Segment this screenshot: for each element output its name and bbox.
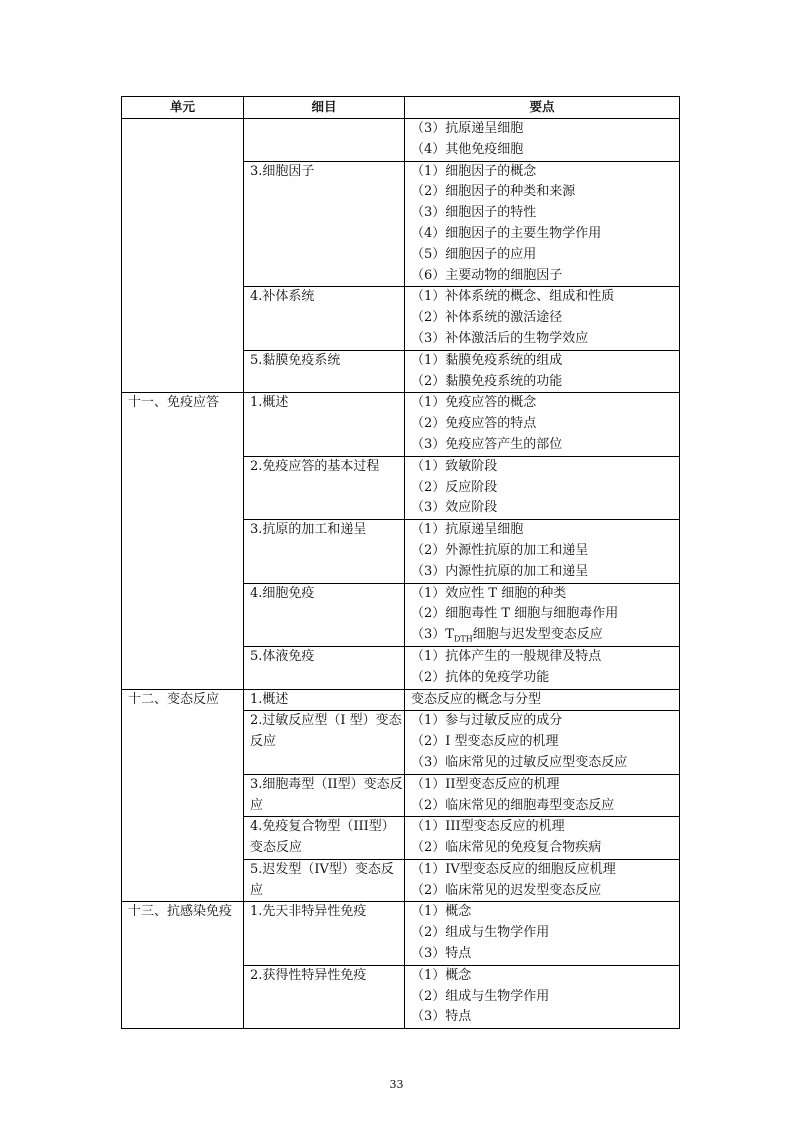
point-item: （2）免疫应答的特点 bbox=[411, 416, 537, 432]
unit-cell bbox=[122, 520, 244, 583]
detail-cell: 5.黏膜免疫系统 bbox=[244, 350, 405, 393]
table-row bbox=[122, 161, 680, 287]
points-cell bbox=[405, 774, 680, 817]
point-subscript: DTH bbox=[453, 634, 473, 644]
detail-cell: 2.免疫应答的基本过程 bbox=[244, 456, 405, 519]
point-item: （3）细胞因子的特性 bbox=[411, 205, 537, 221]
point-item: （3）特点 bbox=[411, 1009, 472, 1025]
header-unit: 单元 bbox=[122, 97, 244, 119]
points-cell bbox=[405, 859, 680, 902]
table-row bbox=[122, 689, 680, 711]
point-item: （2）临床常见的细胞毒型变态反应 bbox=[411, 797, 615, 813]
point-prefix: （3）T bbox=[411, 627, 454, 643]
detail-cell bbox=[244, 119, 405, 162]
point-item: （3）补体激活后的生物学效应 bbox=[411, 330, 589, 346]
table-body bbox=[122, 119, 680, 1029]
table-row bbox=[122, 774, 680, 817]
table-row bbox=[122, 287, 680, 350]
table-row bbox=[122, 583, 680, 646]
point-item: （1）III型变态反应的机理 bbox=[411, 819, 565, 835]
table-row bbox=[122, 456, 680, 519]
unit-cell bbox=[122, 350, 244, 393]
point-item: （2）细胞毒性 T 细胞与细胞毒作用 bbox=[411, 606, 619, 622]
point-item: （4）细胞因子的主要生物学作用 bbox=[411, 225, 602, 241]
points-cell bbox=[405, 902, 680, 965]
point-item: （2）组成与生物学作用 bbox=[411, 925, 550, 941]
table-row bbox=[122, 902, 680, 965]
unit-cell bbox=[122, 774, 244, 817]
point-item: （3）效应阶段 bbox=[411, 500, 498, 516]
detail-cell: 1.先天非特异性免疫 bbox=[244, 902, 405, 965]
table-row bbox=[122, 520, 680, 583]
point-item: （3）特点 bbox=[411, 946, 472, 962]
detail-cell: 1.概述 bbox=[244, 689, 405, 711]
points-cell bbox=[405, 711, 680, 774]
point-item: （1）参与过敏反应的成分 bbox=[411, 713, 563, 729]
point-item: （1）效应性 T 细胞的种类 bbox=[411, 585, 567, 601]
point-item: （3）免疫应答产生的部位 bbox=[411, 436, 563, 452]
unit-cell bbox=[122, 817, 244, 860]
detail-cell: 3.细胞毒型（II型）变态反应 bbox=[244, 774, 405, 817]
point-item: （2）细胞因子的种类和来源 bbox=[411, 184, 576, 200]
detail-cell: 4.补体系统 bbox=[244, 287, 405, 350]
point-item: （3）临床常见的过敏反应型变态反应 bbox=[411, 754, 628, 770]
unit-cell bbox=[122, 287, 244, 350]
table-row bbox=[122, 119, 680, 162]
page-number: 33 bbox=[389, 1078, 404, 1091]
point-item: （4）其他免疫细胞 bbox=[411, 141, 524, 157]
table-row bbox=[122, 859, 680, 902]
point-item: （1）概念 bbox=[411, 904, 472, 920]
point-item: （2）组成与生物学作用 bbox=[411, 988, 550, 1004]
points-cell bbox=[405, 393, 680, 456]
points-cell bbox=[405, 817, 680, 860]
points-cell bbox=[405, 965, 680, 1028]
point-item: （1）黏膜免疫系统的组成 bbox=[411, 352, 563, 368]
point-item: （2）临床常见的免疫复合物疾病 bbox=[411, 840, 602, 856]
point-item: （1）致敏阶段 bbox=[411, 458, 498, 474]
unit-cell: 十一、免疫应答 bbox=[122, 393, 244, 456]
table-row bbox=[122, 350, 680, 393]
point-item: （3）抗原递呈细胞 bbox=[411, 121, 524, 136]
points-cell bbox=[405, 646, 680, 689]
unit-cell bbox=[122, 161, 244, 287]
points-cell bbox=[405, 689, 680, 711]
unit-cell bbox=[122, 711, 244, 774]
points-cell bbox=[405, 287, 680, 350]
point-item: （2）反应阶段 bbox=[411, 479, 498, 495]
point-suffix: 细胞与迟发型变态反应 bbox=[472, 627, 603, 643]
point-item: （1）抗体产生的一般规律及特点 bbox=[411, 648, 602, 664]
point-item: （2）黏膜免疫系统的功能 bbox=[411, 373, 563, 389]
point-item bbox=[411, 625, 679, 646]
points-cell bbox=[405, 119, 680, 162]
unit-cell bbox=[122, 456, 244, 519]
points-cell bbox=[405, 161, 680, 287]
point-item: （1）细胞因子的概念 bbox=[411, 163, 537, 179]
detail-cell: 3.抗原的加工和递呈 bbox=[244, 520, 405, 583]
detail-cell: 4.免疫复合物型（III型）变态反应 bbox=[244, 817, 405, 860]
point-item: （1）II型变态反应的机理 bbox=[411, 776, 560, 792]
unit-cell: 十二、变态反应 bbox=[122, 689, 244, 711]
syllabus-table bbox=[121, 96, 680, 1029]
table-row bbox=[122, 817, 680, 860]
points-cell bbox=[405, 520, 680, 583]
header-row bbox=[122, 97, 680, 119]
detail-cell: 2.获得性特异性免疫 bbox=[244, 965, 405, 1028]
point-item: （2）临床常见的迟发型变态反应 bbox=[411, 882, 602, 898]
unit-cell bbox=[122, 859, 244, 902]
unit-cell bbox=[122, 646, 244, 689]
point-item: （2）I 型变态反应的机理 bbox=[411, 734, 559, 750]
detail-cell: 1.概述 bbox=[244, 393, 405, 456]
detail-cell: 2.过敏反应型（I 型）变态反应 bbox=[244, 711, 405, 774]
table-row bbox=[122, 711, 680, 774]
detail-cell: 4.细胞免疫 bbox=[244, 583, 405, 646]
unit-cell bbox=[122, 119, 244, 162]
unit-cell bbox=[122, 583, 244, 646]
table-row bbox=[122, 646, 680, 689]
point-item: （1）免疫应答的概念 bbox=[411, 395, 537, 411]
unit-cell bbox=[122, 965, 244, 1028]
point-item: （1）补体系统的概念、组成和性质 bbox=[411, 289, 615, 305]
points-cell bbox=[405, 350, 680, 393]
point-item: 变态反应的概念与分型 bbox=[411, 691, 542, 707]
header-detail: 细目 bbox=[244, 97, 405, 119]
table-row bbox=[122, 965, 680, 1028]
point-item: （1）概念 bbox=[411, 967, 472, 983]
detail-cell: 5.体液免疫 bbox=[244, 646, 405, 689]
detail-cell: 5.迟发型（IV型）变态反应 bbox=[244, 859, 405, 902]
point-item: （2）补体系统的激活途径 bbox=[411, 310, 563, 326]
point-item: （1）抗原递呈细胞 bbox=[411, 522, 524, 538]
point-item: （5）细胞因子的应用 bbox=[411, 246, 537, 262]
detail-cell: 3.细胞因子 bbox=[244, 161, 405, 287]
unit-cell: 十三、抗感染免疫 bbox=[122, 902, 244, 965]
point-item: （3）内源性抗原的加工和递呈 bbox=[411, 563, 589, 579]
point-item: （6）主要动物的细胞因子 bbox=[411, 267, 563, 283]
point-item: （2）外源性抗原的加工和递呈 bbox=[411, 542, 589, 558]
point-item: （1）IV型变态反应的细胞反应机理 bbox=[411, 861, 616, 877]
table-row bbox=[122, 393, 680, 456]
points-cell bbox=[405, 456, 680, 519]
points-cell bbox=[405, 583, 680, 646]
header-points: 要点 bbox=[405, 97, 680, 119]
point-item: （2）抗体的免疫学功能 bbox=[411, 669, 550, 685]
